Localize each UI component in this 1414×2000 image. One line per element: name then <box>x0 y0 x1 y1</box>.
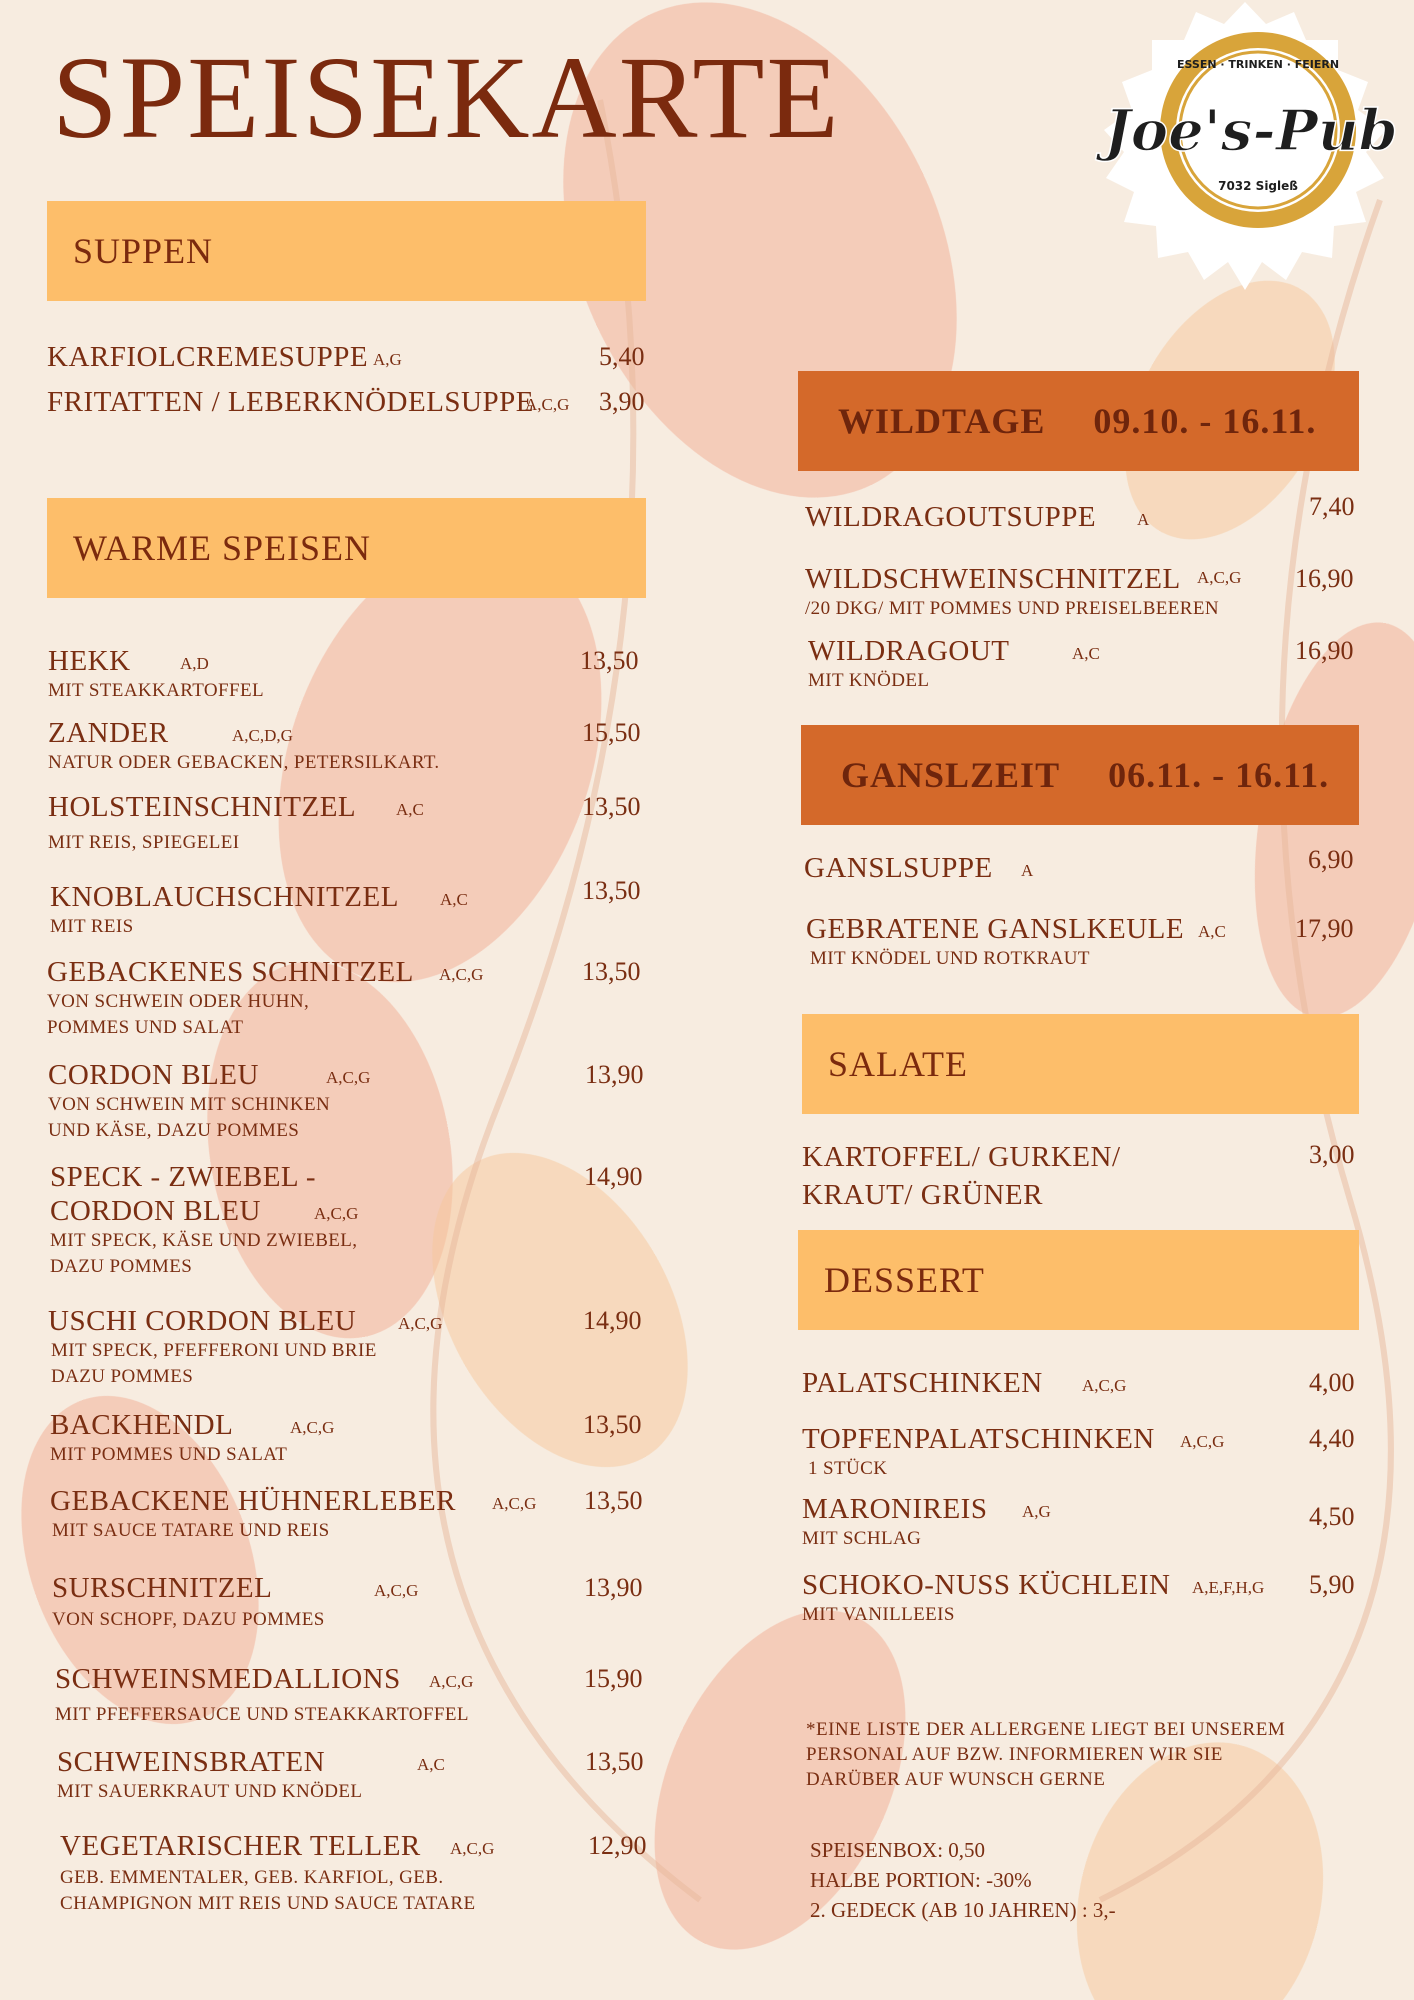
item-name: KARFIOLCREMESUPPE <box>47 341 369 373</box>
menu-item <box>47 955 647 1041</box>
section-header-salate <box>802 1014 1359 1114</box>
item-price: 13,50 <box>582 876 641 905</box>
menu-item <box>808 634 1364 694</box>
item-description: DAZU POMMES <box>50 1256 193 1277</box>
joes-pub-logo <box>1076 0 1414 300</box>
item-description: MIT SAUCE TATARE UND REIS <box>52 1520 330 1541</box>
menu-item <box>48 644 648 704</box>
section-label: WILDTAGE <box>838 401 1046 441</box>
item-price: 15,50 <box>582 718 641 747</box>
item-name: HOLSTEINSCHNITZEL <box>48 791 357 823</box>
menu-item <box>802 1366 1360 1400</box>
item-price: 14,90 <box>583 1306 642 1335</box>
section-label: SALATE <box>828 1044 968 1084</box>
menu-item <box>47 340 647 374</box>
item-price: 13,50 <box>582 957 641 986</box>
item-description: UND KÄSE, DAZU POMMES <box>48 1120 300 1141</box>
item-name: CORDON BLEU <box>48 1059 259 1091</box>
item-name: WILDRAGOUT <box>808 635 1010 667</box>
section-dates: 09.10. - 16.11. <box>1093 401 1317 441</box>
item-allergens: A,G <box>373 350 402 369</box>
item-price: 13,90 <box>584 1573 643 1602</box>
item-description: MIT SCHLAG <box>802 1528 922 1549</box>
item-price: 5,40 <box>599 342 645 371</box>
item-description: MIT SAUERKRAUT UND KNÖDEL <box>57 1781 363 1802</box>
menu-item <box>50 1408 650 1468</box>
note-line: *EINE LISTE DER ALLERGENE LIEGT BEI UNSEREM <box>806 1719 1286 1740</box>
item-name: TOPFENPALATSCHINKEN <box>802 1423 1155 1455</box>
item-allergens: A <box>1021 861 1034 880</box>
item-price: 14,90 <box>584 1162 643 1191</box>
item-allergens: A,C,G <box>1082 1376 1127 1395</box>
item-allergens: A <box>1137 510 1150 529</box>
item-price: 3,00 <box>1309 1140 1355 1169</box>
item-name: GEBRATENE GANSLKEULE <box>806 913 1185 945</box>
menu-item <box>50 876 650 940</box>
item-name: GANSLSUPPE <box>804 852 993 884</box>
item-name: SCHOKO-NUSS KÜCHLEIN <box>802 1569 1171 1601</box>
item-allergens: A,C,G <box>398 1314 443 1333</box>
menu-item <box>60 1829 660 1917</box>
item-allergens: A,C,G <box>314 1204 359 1223</box>
extra-line: SPEISENBOX: 0,50 <box>810 1838 986 1862</box>
item-name: MARONIREIS <box>802 1493 988 1525</box>
item-name: BACKHENDL <box>50 1409 234 1441</box>
item-price: 13,50 <box>582 792 641 821</box>
section-header-dessert <box>798 1230 1359 1330</box>
logo-brand: Joe's-Pub <box>1104 98 1398 164</box>
menu-item <box>48 716 648 776</box>
section-header-warme-speisen <box>47 498 646 598</box>
item-allergens: A,C <box>417 1755 445 1774</box>
note-line: DARÜBER AUF WUNSCH GERNE <box>806 1769 1106 1790</box>
item-description: MIT STEAKKARTOFFEL <box>48 680 264 701</box>
menu-item <box>802 1492 1360 1552</box>
item-name: FRITATTEN / LEBERKNÖDELSUPPE <box>47 386 534 418</box>
section-label: DESSERT <box>824 1260 985 1300</box>
item-allergens: A,C,G <box>492 1494 537 1513</box>
item-name: GEBACKENE HÜHNERLEBER <box>50 1485 457 1517</box>
section-header-ganslzeit <box>801 725 1359 825</box>
item-name-line2: KRAUT/ GRÜNER <box>802 1179 1043 1211</box>
item-name: SPECK - ZWIEBEL - <box>50 1161 316 1193</box>
item-allergens: A,C <box>396 800 424 819</box>
page-title: SPEISEKARTE <box>52 32 841 163</box>
menu-item <box>48 1058 648 1144</box>
item-price: 15,90 <box>584 1664 643 1693</box>
item-price: 5,90 <box>1309 1570 1355 1599</box>
item-description: MIT REIS, SPIEGELEI <box>48 832 240 853</box>
item-description: /20 DKG/ MIT POMMES UND PREISELBEEREN <box>805 598 1220 619</box>
item-allergens: A,C <box>1198 922 1226 941</box>
item-allergens: A,C,G <box>326 1068 371 1087</box>
note-line: PERSONAL AUF BZW. INFORMIEREN WIR SIE <box>806 1744 1223 1765</box>
section-dates: 06.11. - 16.11. <box>1108 755 1330 795</box>
section-header-suppen <box>47 201 646 301</box>
menu-item <box>48 790 648 856</box>
menu-item <box>50 1484 650 1544</box>
extra-line: 2. GEDECK (AB 10 JAHREN) : 3,- <box>810 1898 1116 1922</box>
item-description: MIT POMMES UND SALAT <box>50 1444 288 1465</box>
item-price: 16,90 <box>1295 564 1354 593</box>
item-price: 4,40 <box>1309 1424 1355 1453</box>
item-name: WILDSCHWEINSCHNITZEL <box>805 563 1181 595</box>
item-description: MIT SPECK, PFEFFERONI UND BRIE <box>51 1340 377 1361</box>
item-name: HEKK <box>48 645 131 677</box>
item-name: KARTOFFEL/ GURKEN/ <box>802 1141 1121 1173</box>
item-description: NATUR ODER GEBACKEN, PETERSILKART. <box>48 752 440 773</box>
item-allergens: A,C,G <box>450 1839 495 1858</box>
menu-item <box>806 912 1362 972</box>
item-description: DAZU POMMES <box>51 1366 194 1387</box>
item-name: SCHWEINSBRATEN <box>57 1746 326 1778</box>
item-allergens: A,C,G <box>525 395 570 414</box>
menu-item <box>805 492 1361 534</box>
item-description: MIT REIS <box>50 916 134 937</box>
item-name: KNOBLAUCHSCHNITZEL <box>50 881 399 913</box>
menu-item <box>804 845 1360 885</box>
item-allergens: A,C <box>1072 644 1100 663</box>
menu-item <box>50 1160 650 1280</box>
menu-item <box>47 385 647 419</box>
item-allergens: A,G <box>1022 1502 1051 1521</box>
item-description: MIT PFEFFERSAUCE UND STEAKKARTOFFEL <box>55 1704 469 1725</box>
item-price: 3,90 <box>599 387 645 416</box>
menu-item <box>802 1138 1360 1214</box>
section-header-wildtage <box>798 371 1359 471</box>
menu-item <box>57 1745 657 1805</box>
item-allergens: A,C,G <box>1180 1432 1225 1451</box>
item-description: MIT KNÖDEL <box>808 670 930 691</box>
menu-item <box>802 1422 1360 1482</box>
menu-item <box>52 1571 652 1633</box>
item-description: MIT VANILLEEIS <box>802 1604 955 1625</box>
item-name: WILDRAGOUTSUPPE <box>805 501 1097 533</box>
item-allergens: A,D <box>180 654 209 673</box>
item-price: 17,90 <box>1295 914 1354 943</box>
extra-line: HALBE PORTION: -30% <box>810 1868 1032 1892</box>
section-label: SUPPEN <box>73 231 214 271</box>
item-price: 13,50 <box>583 1410 642 1439</box>
item-name: PALATSCHINKEN <box>802 1367 1043 1399</box>
item-name-line2: CORDON BLEU <box>50 1195 261 1227</box>
item-description: MIT SPECK, KÄSE UND ZWIEBEL, <box>50 1230 358 1251</box>
item-description: VON SCHOPF, DAZU POMMES <box>52 1609 325 1630</box>
item-allergens: A,C,G <box>290 1418 335 1437</box>
item-allergens: A,E,F,H,G <box>1192 1578 1265 1597</box>
item-description: MIT KNÖDEL UND ROTKRAUT <box>810 948 1090 969</box>
item-name: GEBACKENES SCHNITZEL <box>47 956 414 988</box>
item-description: POMMES UND SALAT <box>47 1017 244 1038</box>
item-price: 13,50 <box>585 1747 644 1776</box>
item-allergens: A,C,G <box>1197 568 1242 587</box>
logo-tagline: ESSEN · TRINKEN · FEIERN <box>1176 58 1340 71</box>
menu-item <box>805 562 1361 622</box>
item-allergens: A,C <box>440 890 468 909</box>
logo-location: 7032 Sigleß <box>1218 179 1298 193</box>
item-price: 6,90 <box>1308 845 1354 874</box>
item-price: 13,50 <box>584 1486 643 1515</box>
item-price: 7,40 <box>1309 492 1355 521</box>
item-name: VEGETARISCHER TELLER <box>60 1830 421 1862</box>
item-allergens: A,C,G <box>374 1581 419 1600</box>
section-label: WARME SPEISEN <box>73 528 372 568</box>
item-description: VON SCHWEIN MIT SCHINKEN <box>48 1094 331 1115</box>
item-description: CHAMPIGNON MIT REIS UND SAUCE TATARE <box>60 1893 476 1914</box>
item-price: 16,90 <box>1295 636 1354 665</box>
section-label: GANSLZEIT <box>841 755 1061 795</box>
menu-item <box>55 1662 655 1728</box>
item-name: USCHI CORDON BLEU <box>48 1305 357 1337</box>
item-name: SCHWEINSMEDALLIONS <box>55 1663 401 1695</box>
extras-info <box>810 1835 1116 1925</box>
item-price: 4,00 <box>1309 1368 1355 1397</box>
item-name: SURSCHNITZEL <box>52 1572 273 1604</box>
item-allergens: A,C,D,G <box>232 726 293 745</box>
menu-item <box>48 1304 648 1390</box>
item-allergens: A,C,G <box>439 965 484 984</box>
item-allergens: A,C,G <box>429 1672 474 1691</box>
item-price: 13,50 <box>580 646 639 675</box>
item-price: 4,50 <box>1309 1502 1355 1531</box>
item-price: 12,90 <box>588 1831 647 1860</box>
item-description: VON SCHWEIN ODER HUHN, <box>47 991 310 1012</box>
item-description: 1 STÜCK <box>808 1458 888 1479</box>
item-description: GEB. EMMENTALER, GEB. KARFIOL, GEB. <box>60 1867 444 1888</box>
menu-item <box>802 1568 1360 1628</box>
allergen-note <box>806 1717 1285 1792</box>
item-price: 13,90 <box>585 1060 644 1089</box>
item-name: ZANDER <box>48 717 169 749</box>
